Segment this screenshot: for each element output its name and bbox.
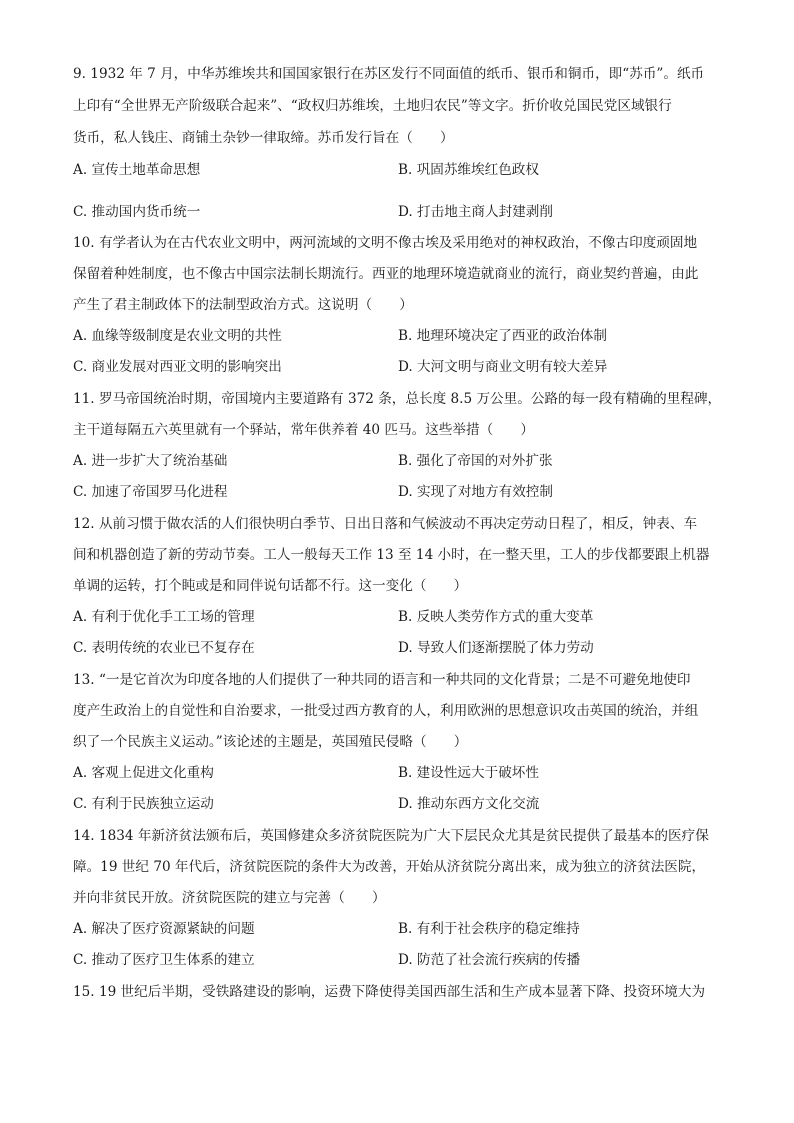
question-13-option-b: B. 建设性远大于破坏性 [398,765,539,781]
question-11-option-a: A. 进一步扩大了统治基础 [73,453,228,469]
question-12-option-d: D. 导致人们逐渐摆脱了体力劳动 [398,640,594,656]
question-9-option-d: D. 打击地主商人封建剥削 [398,204,553,220]
question-13-option-d: D. 推动东西方文化交流 [398,796,540,812]
question-15-line-1: 15. 19 世纪后半期，受铁路建设的影响，运费下降使得美国西部生活和生产成本显著下降、投资环境大为 [73,984,706,1000]
question-11-line-2: 主干道每隔五六英里就有一个驿站，常年供养着 40 匹马。这些举措（ ） [73,422,534,438]
question-14-option-a: A. 解决了医疗资源紧缺的问题 [73,921,255,937]
question-9-line-3: 货币，私人钱庄、商铺土杂钞一律取缔。苏币发行旨在（ ） [73,130,454,146]
question-12-option-c: C. 表明传统的农业已不复存在 [73,640,255,656]
question-14-line-2: 障。19 世纪 70 年代后，济贫院医院的条件大为改善，开始从济贫院分离出来，成为独立的济贫法医院， [73,859,706,875]
question-9-line-2: 上印有“全世界无产阶级联合起来”、“政权归苏维埃，土地归农民”等文字。折价收兑国民党区域银行 [73,98,672,114]
question-9-option-a: A. 宣传土地革命思想 [73,162,201,178]
question-10-option-b: B. 地理环境决定了西亚的政治体制 [398,328,607,344]
question-12-option-a: A. 有利于优化手工工场的管理 [73,609,255,625]
question-9-option-c: C. 推动国内货币统一 [73,204,201,220]
question-10-line-3: 产生了君主制政体下的法制型政治方式。这说明（ ） [73,297,413,313]
question-10-option-d: D. 大河文明与商业文明有较大差异 [398,359,608,375]
question-14-option-b: B. 有利于社会秩序的稳定维持 [398,921,580,937]
question-12-line-2: 间和机器创造了新的劳动节奏。工人一般每天工作 13 至 14 小时，在一整天里，工人的步伐都要跟上机器 [73,547,710,563]
question-14-line-1: 14. 1834 年新济贫法颁布后，英国修建众多济贫院医院为广大下层民众尤其是贫民提供了最基本的医疗保 [73,828,709,844]
question-11-option-c: C. 加速了帝国罗马化进程 [73,484,228,500]
question-13-line-2: 度产生政治上的自觉性和自治要求，一批受过西方教育的人，利用欧洲的思想意识攻击英国的统治，并组 [73,703,699,719]
question-13-line-3: 织了一个民族主义运动。”该论述的主题是，英国殖民侵略（ ） [73,734,468,750]
question-11-option-d: D. 实现了对地方有效控制 [398,484,553,500]
question-12-option-b: B. 反映人类劳作方式的重大变革 [398,609,594,625]
question-11-option-b: B. 强化了帝国的对外扩张 [398,453,553,469]
question-13-line-1: 13. “一是它首次为印度各地的人们提供了一种共同的语言和一种共同的文化背景；二是不可避免地使印 [73,672,691,688]
question-12-line-3: 单调的运转，打个盹或是和同伴说句话都不行。这一变化（ ） [73,578,468,594]
question-9-option-b: B. 巩固苏维埃红色政权 [398,162,539,178]
question-13-option-a: A. 客观上促进文化重构 [73,765,214,781]
question-10-option-c: C. 商业发展对西亚文明的影响突出 [73,359,282,375]
question-10-line-1: 10. 有学者认为在古代农业文明中，两河流域的文明不像古埃及采用绝对的神权政治，不像古印度顽固地 [73,235,698,251]
question-14-option-c: C. 推动了医疗卫生体系的建立 [73,952,255,968]
question-14-option-d: D. 防范了社会流行疾病的传播 [398,952,581,968]
question-10-option-a: A. 血缘等级制度是农业文明的共性 [73,328,282,344]
question-10-line-2: 保留着种姓制度，也不像古中国宗法制长期流行。西亚的地理环境造就商业的流行，商业契约普遍，由此 [73,266,699,282]
question-14-line-3: 并向非贫民开放。济贫院医院的建立与完善（ ） [73,890,386,906]
question-12-line-1: 12. 从前习惯于做农活的人们很快明白季节、日出日落和气候波动不再决定劳动日程了，相反，钟表、车 [73,516,698,532]
question-13-option-c: C. 有利于民族独立运动 [73,796,214,812]
question-11-line-1: 11. 罗马帝国统治时期，帝国境内主要道路有 372 条，总长度 8.5 万公里。公路的每一段有精确的里程碑， [73,391,722,407]
question-9-line-1: 9. 1932 年 7 月，中华苏维埃共和国国家银行在苏区发行不同面值的纸币、银币和铜币，即“苏币”。纸币 [73,66,705,82]
